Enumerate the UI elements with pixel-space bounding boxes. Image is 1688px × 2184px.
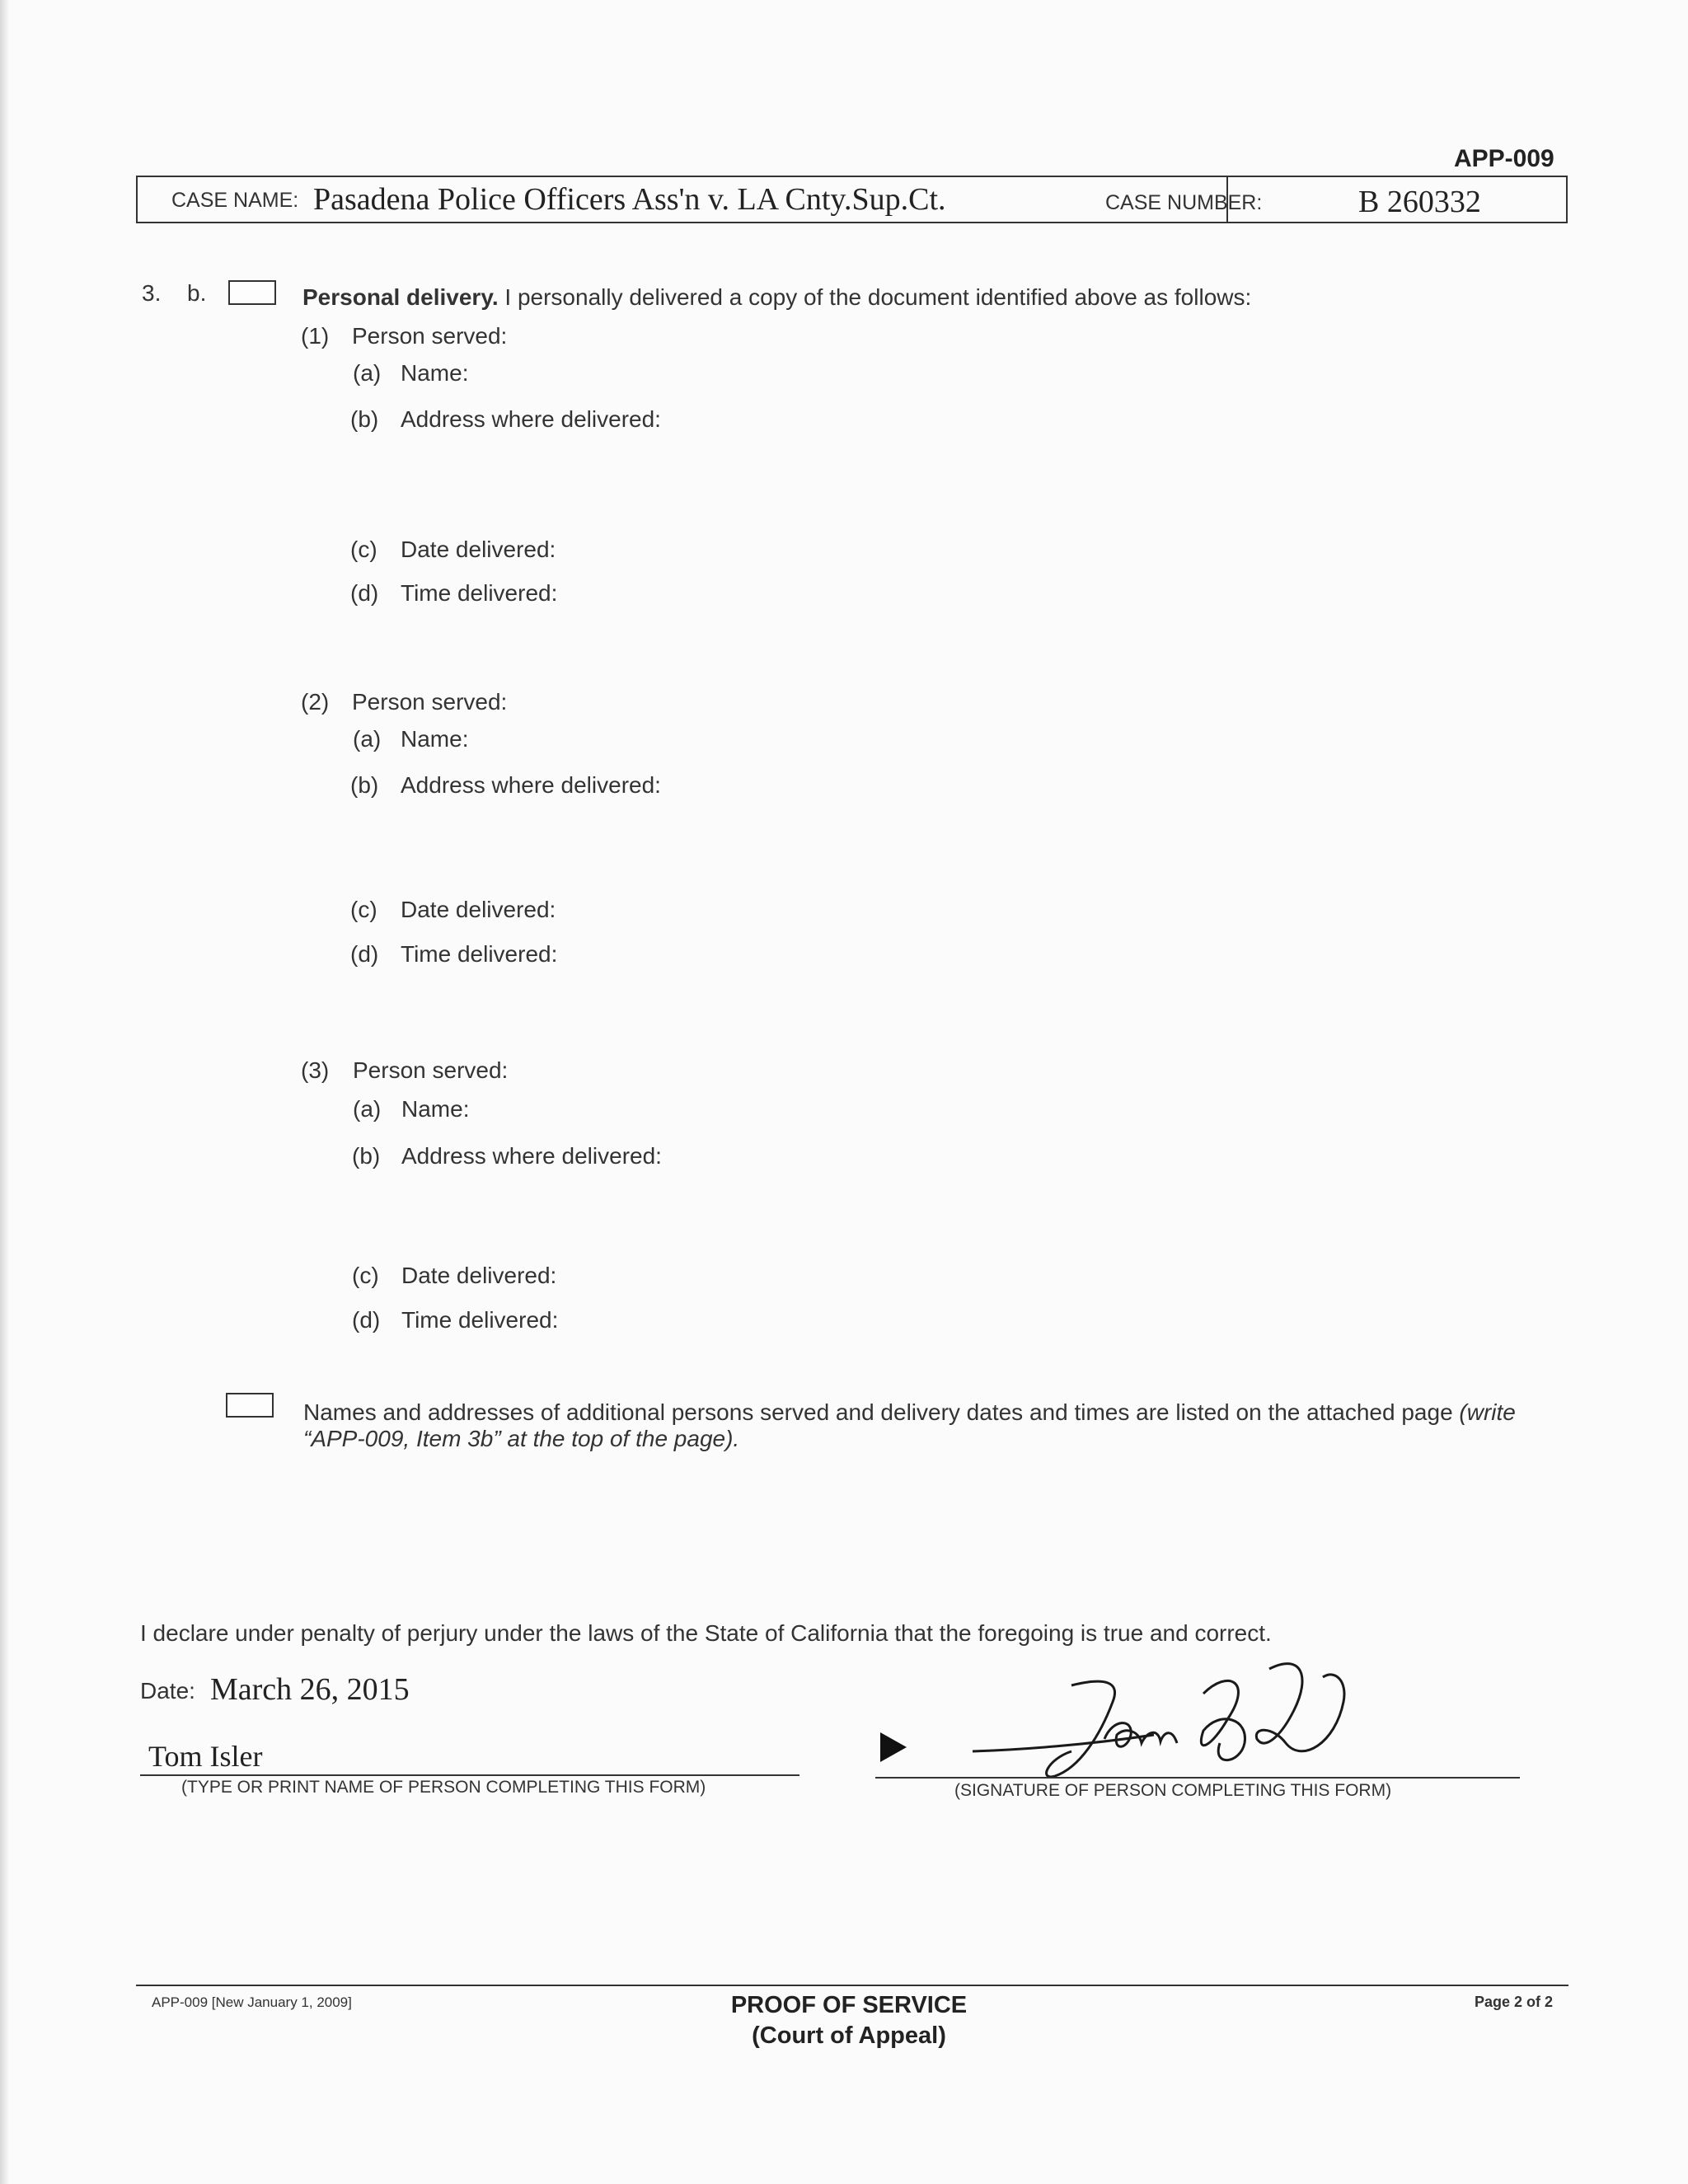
person-1-b: (b)	[350, 406, 379, 432]
person-1-a: (a)	[353, 360, 382, 386]
form-number: APP-009	[1454, 145, 1554, 172]
person-2-d: (d)	[350, 941, 379, 967]
item-letter: b.	[187, 280, 207, 306]
declaration-text: I declare under penalty of perjury under the laws of the State of California that the foregoing is true and correct.	[140, 1620, 1272, 1646]
arrow-marker-icon	[879, 1731, 908, 1764]
signature-line	[875, 1777, 1520, 1779]
signature-image	[956, 1652, 1385, 1801]
person-2-time-label: Time delivered:	[401, 941, 558, 967]
person-3-b: (b)	[352, 1143, 381, 1169]
person-3-time-label: Time delivered:	[401, 1307, 559, 1333]
case-name-value: Pasadena Police Officers Ass'n v. LA Cnty.Sup.Ct.	[313, 182, 946, 217]
footer-subtitle: (Court of Appeal)	[752, 2022, 946, 2049]
person-2-a: (a)	[353, 726, 382, 752]
person-3-name-label: Name:	[401, 1096, 470, 1122]
item-number: 3.	[142, 280, 162, 306]
date-label: Date:	[140, 1678, 195, 1704]
person-1-address-label: Address where delivered:	[401, 406, 661, 432]
person-1-c: (c)	[350, 537, 377, 562]
personal-delivery-checkbox[interactable]	[228, 280, 276, 305]
person-2-date-label: Date delivered:	[401, 897, 556, 922]
person-1-d: (d)	[350, 580, 379, 606]
case-name-label: CASE NAME:	[171, 189, 299, 212]
personal-delivery-title: Personal delivery.	[302, 284, 499, 310]
additional-persons-line-1	[303, 1399, 1516, 1426]
person-1-label: Person served:	[352, 323, 508, 349]
additional-persons-text: Names and addresses of additional persons served and delivery dates and times are listed on the attached page	[303, 1399, 1453, 1425]
date-value: March 26, 2015	[210, 1672, 410, 1707]
person-3-a: (a)	[353, 1096, 382, 1122]
scan-edge	[0, 0, 8, 2184]
person-2-c: (c)	[350, 897, 377, 922]
person-3-number: (3)	[301, 1057, 330, 1083]
person-1-number: (1)	[301, 323, 330, 349]
additional-persons-checkbox[interactable]	[226, 1393, 274, 1418]
case-number-label: CASE NUMBER:	[1105, 191, 1263, 214]
case-number-value: B 260332	[1358, 185, 1481, 219]
footer-page-number: Page 2 of 2	[1475, 1994, 1554, 2010]
person-1-name-label: Name:	[401, 360, 469, 386]
person-2-name-label: Name:	[401, 726, 469, 752]
person-3-date-label: Date delivered:	[401, 1263, 557, 1288]
signature-caption: (SIGNATURE OF PERSON COMPLETING THIS FORM)	[954, 1781, 1392, 1800]
person-3-address-label: Address where delivered:	[401, 1143, 662, 1169]
person-1-time-label: Time delivered:	[401, 580, 558, 606]
footer-form-revision: APP-009 [New January 1, 2009]	[152, 1994, 352, 2010]
person-1-date-label: Date delivered:	[401, 537, 556, 562]
footer-title: PROOF OF SERVICE	[730, 1992, 968, 2018]
footer-rule	[136, 1985, 1568, 1986]
printed-name-line	[140, 1774, 799, 1776]
personal-delivery-statement	[302, 284, 1251, 311]
printed-name: Tom Isler	[148, 1740, 263, 1773]
person-2-number: (2)	[301, 689, 330, 715]
person-3-c: (c)	[352, 1263, 379, 1288]
printed-name-caption: (TYPE OR PRINT NAME OF PERSON COMPLETING THIS FORM)	[181, 1778, 706, 1797]
additional-persons-line-2: “APP-009, Item 3b” at the top of the page).	[303, 1426, 740, 1451]
person-3-label: Person served:	[353, 1057, 509, 1083]
footer-title-block	[684, 1990, 1014, 2051]
person-2-b: (b)	[350, 772, 379, 798]
personal-delivery-text: I personally delivered a copy of the document identified above as follows:	[504, 284, 1252, 310]
person-2-label: Person served:	[352, 689, 508, 715]
person-3-d: (d)	[352, 1307, 381, 1333]
additional-persons-italic-open: (write	[1459, 1399, 1516, 1425]
person-2-address-label: Address where delivered:	[401, 772, 661, 798]
